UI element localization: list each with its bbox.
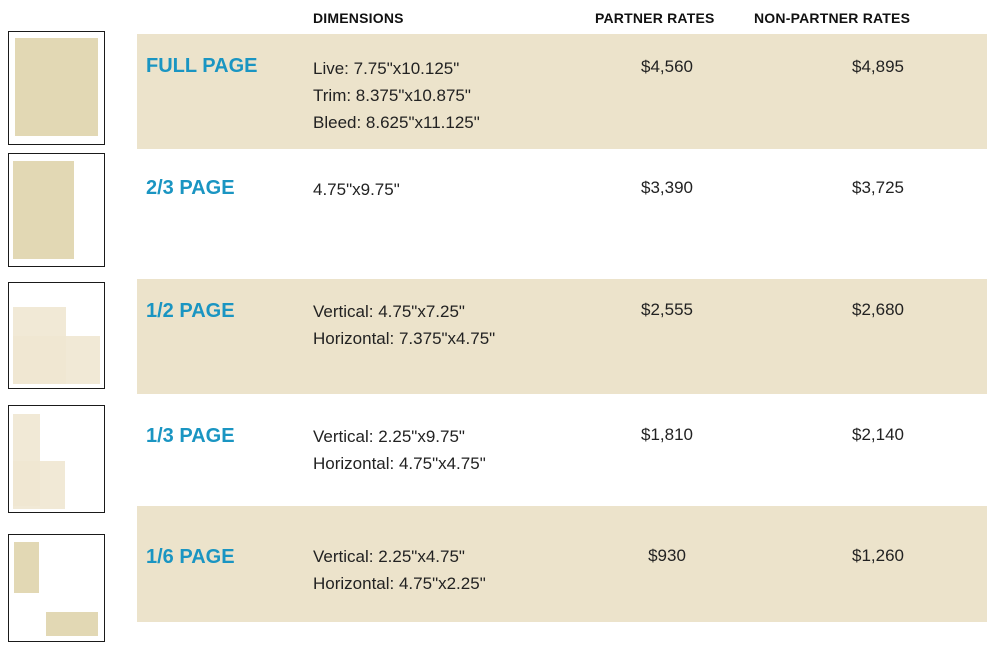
dimension-line: Bleed: 8.625"x11.125" [313, 113, 480, 132]
dimensions-sixth-page [313, 543, 486, 597]
dimension-line: Horizontal: 4.75"x2.25" [313, 574, 486, 593]
row-half-page-bg [137, 279, 987, 394]
header-dimensions: DIMENSIONS [313, 10, 404, 26]
size-label-sixth-page: 1/6 PAGE [146, 546, 235, 568]
dimension-line: Vertical: 2.25"x4.75" [313, 547, 465, 566]
header-partner-rates: PARTNER RATES [595, 10, 715, 26]
nonpartner-rate-sixth-page: $1,260 [852, 546, 904, 565]
partner-rate-full-page: $4,560 [641, 57, 693, 76]
nonpartner-rate-full-page: $4,895 [852, 57, 904, 76]
partner-rate-half-page: $2,555 [641, 300, 693, 319]
size-label-third-page: 1/3 PAGE [146, 425, 235, 447]
header-nonpartner-rates: NON-PARTNER RATES [754, 10, 911, 26]
dimensions-two-thirds-page [313, 176, 400, 203]
row-third-page-bg [137, 394, 987, 506]
dimension-line: Horizontal: 4.75"x4.75" [313, 454, 486, 473]
nonpartner-rate-half-page: $2,680 [852, 300, 904, 319]
half-page-horizontal-area [13, 336, 100, 384]
sixth-page-thumbnail [8, 534, 105, 642]
dimension-line: Vertical: 2.25"x9.75" [313, 427, 465, 446]
third-page-thumbnail [8, 405, 105, 513]
size-label-half-page: 1/2 PAGE [146, 300, 235, 322]
nonpartner-rate-third-page: $2,140 [852, 425, 904, 444]
sixth-page-horizontal-area [46, 612, 98, 636]
two-thirds-ad-area [13, 161, 74, 259]
full-page-thumbnail [8, 31, 105, 145]
dimension-line: Horizontal: 7.375"x4.75" [313, 329, 496, 348]
partner-rate-sixth-page: $930 [648, 546, 686, 565]
row-full-page-bg [137, 34, 987, 149]
partner-rate-two-thirds-page: $3,390 [641, 178, 693, 197]
third-page-horizontal-area [13, 461, 65, 509]
dimension-line: Trim: 8.375"x10.875" [313, 86, 471, 105]
dimension-line: Vertical: 4.75"x7.25" [313, 302, 465, 321]
row-two-thirds-page-bg [137, 149, 987, 269]
dimensions-third-page [313, 423, 486, 477]
dimensions-full-page [313, 55, 480, 136]
half-page-thumbnail [8, 282, 105, 389]
two-thirds-page-thumbnail [8, 153, 105, 267]
dimension-line: Live: 7.75"x10.125" [313, 59, 460, 78]
partner-rate-third-page: $1,810 [641, 425, 693, 444]
size-label-two-thirds-page: 2/3 PAGE [146, 177, 235, 199]
full-page-ad-area [15, 38, 98, 136]
dimension-line: 4.75"x9.75" [313, 180, 400, 199]
nonpartner-rate-two-thirds-page: $3,725 [852, 178, 904, 197]
size-label-full-page: FULL PAGE [146, 55, 258, 77]
dimensions-half-page [313, 298, 495, 352]
sixth-page-vertical-area [14, 542, 39, 593]
